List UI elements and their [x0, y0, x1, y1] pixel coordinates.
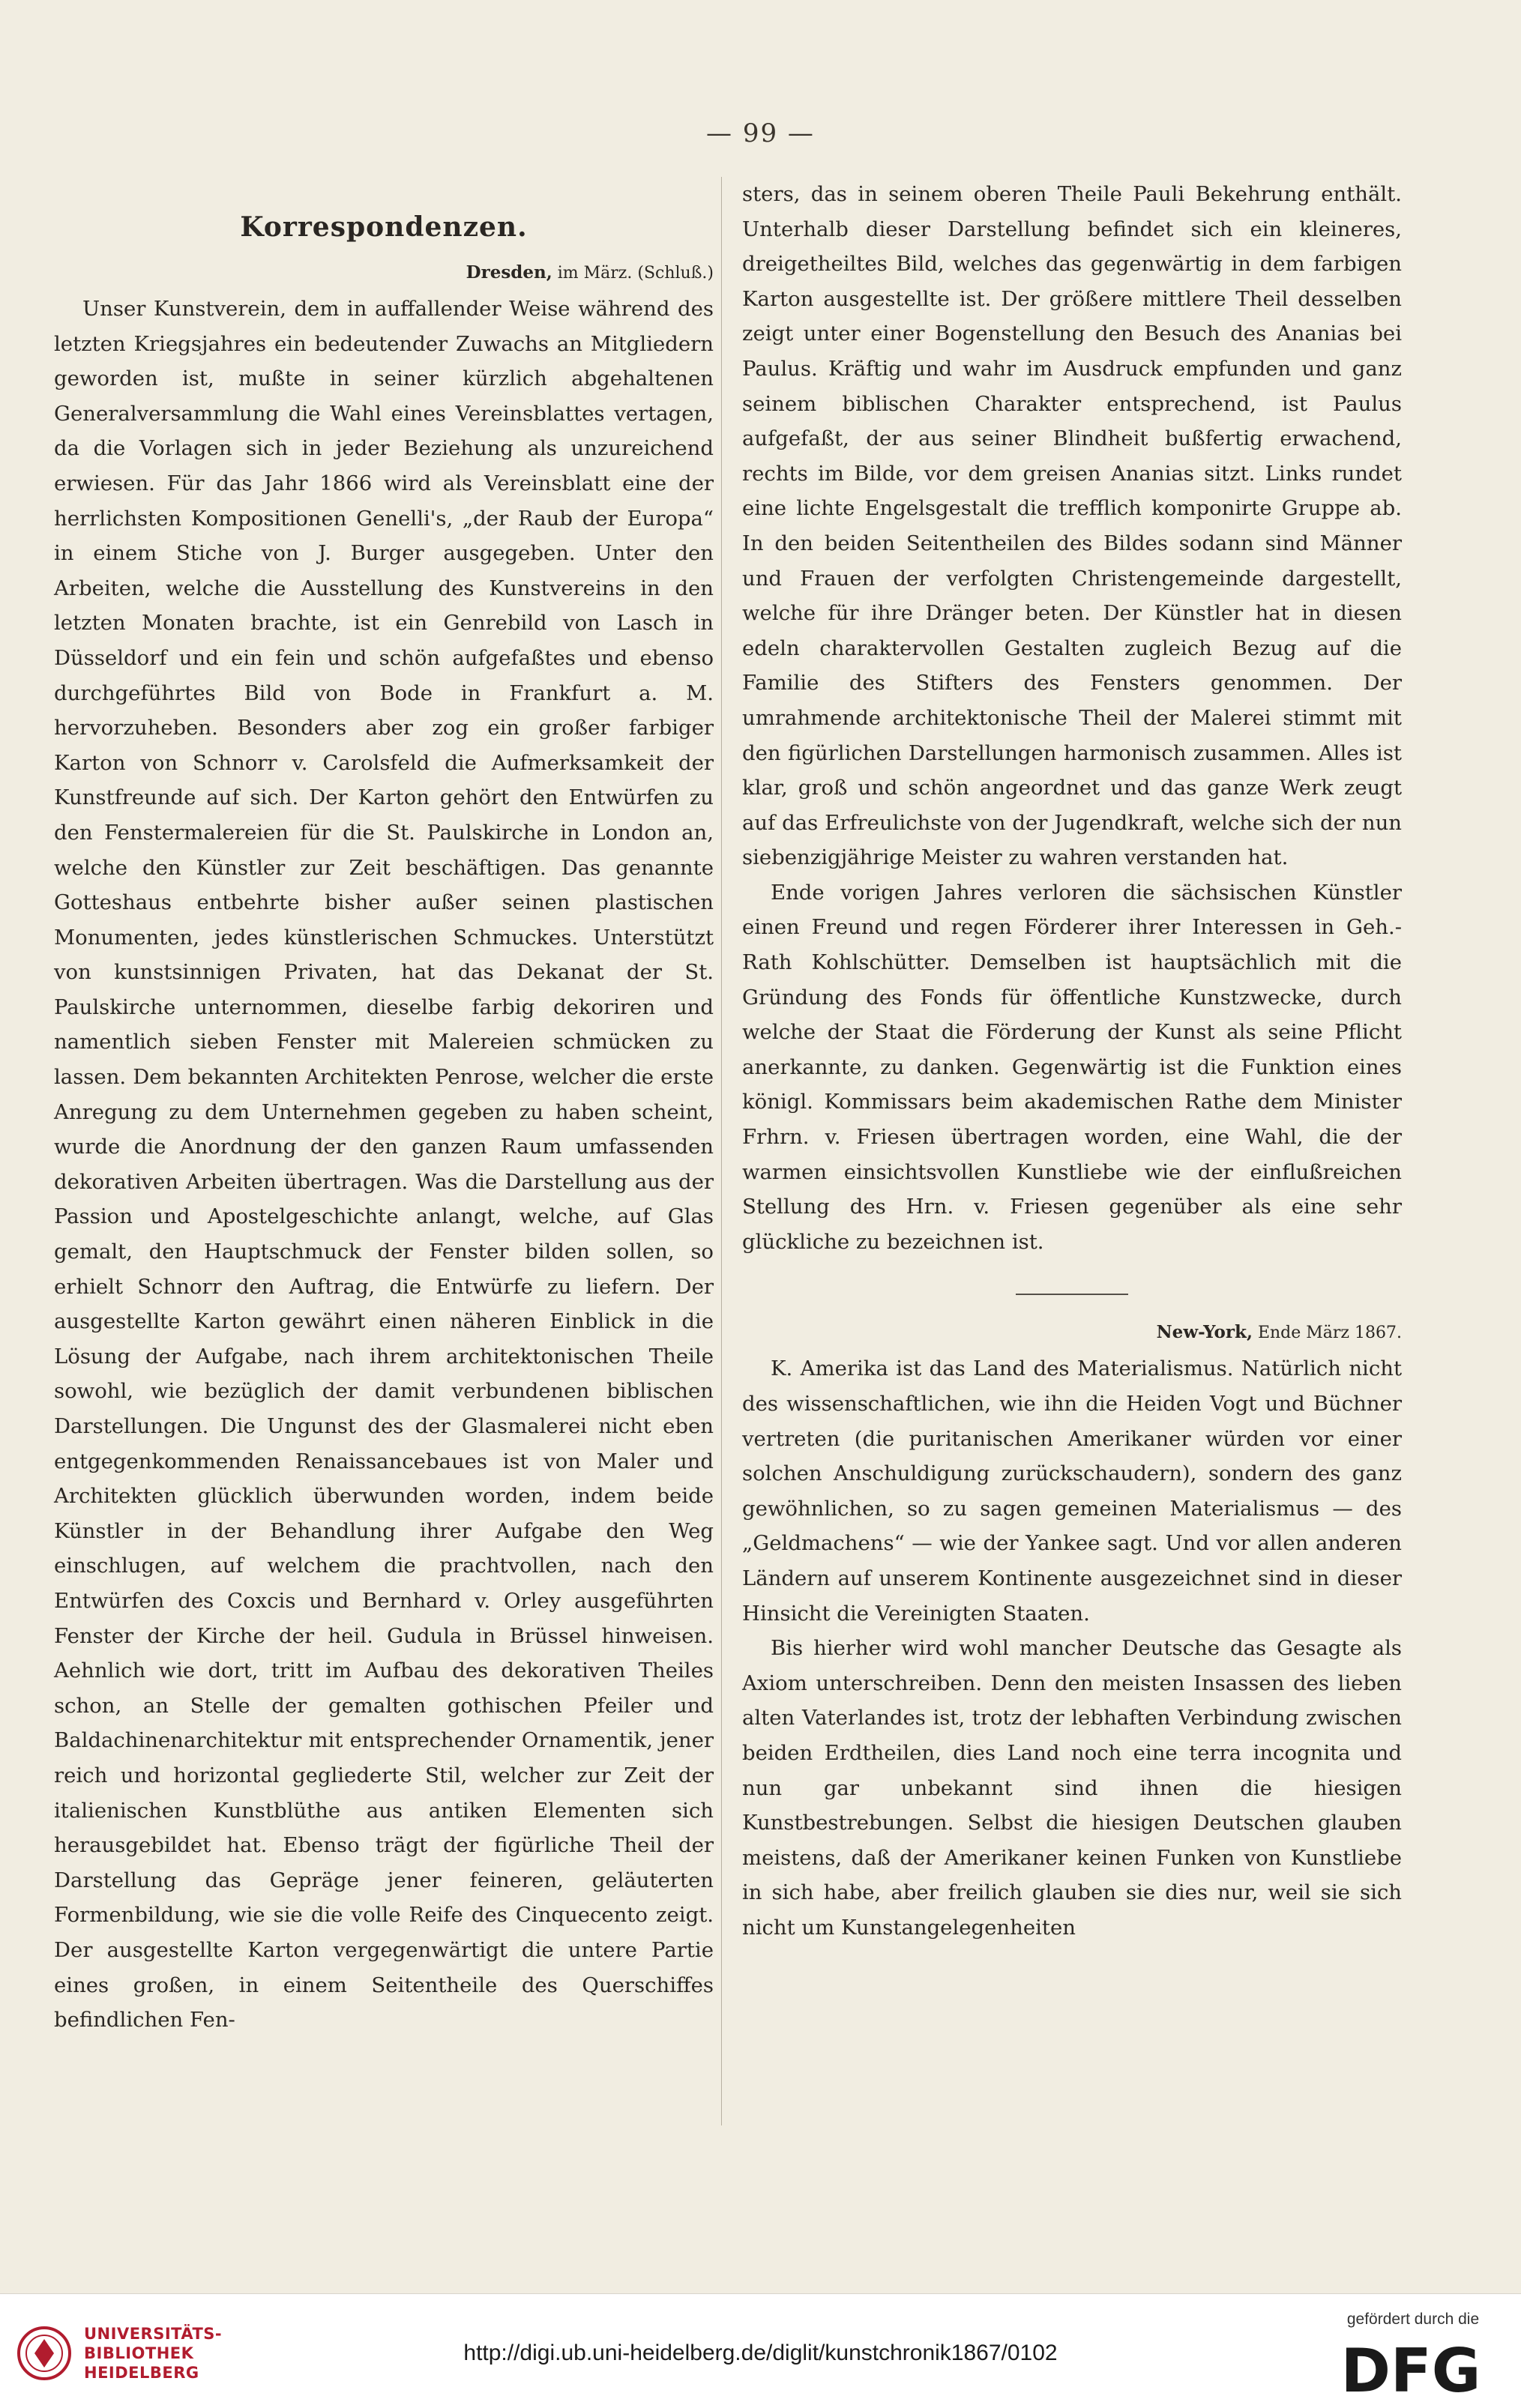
dateline-new-york [742, 1318, 1402, 1348]
article-paragraph: K. Amerika ist das Land des Materialismus. Natürlich nicht des wissenschaftlichen, wie ihn die Heiden Vogt und Büchner vertreten (die puritanischen Amerikaner würden vor einer solchen Anschuldigung zurückschaudern), sondern des ganz gewöhnlichen, so zu sagen gemeinen Materialismus — des „Geldmachens“ — wie der Yankee sagt. Und vor allen anderen Ländern auf unserem Kontinente ausgezeichnet sind in dieser Hinsicht die Vereinigten Staaten. [742, 1357, 1402, 1626]
article-paragraph: Unser Kunstverein, dem in auffallender Weise während des letzten Kriegsjahres ein bedeutender Zuwachs an Mitgliedern geworden ist, mußte in seiner kürzlich abgehaltenen Generalversammlung die Wahl eines Vereinsblattes vertagen, da die Vorlagen sich in jeder Beziehung als unzureichend erwiesen. Für das Jahr 1866 wird als Vereinsblatt eine der herrlichsten Kompositionen Genelli's, „der Raub der Europa“ in einem Stiche von J. Burger ausgegeben. Unter den Arbeiten, welche die Ausstellung des Kunstvereins in den letzten Monaten brachte, ist ein Genrebild von Lasch in Düsseldorf und ein fein und schön aufgefaßtes und ebenso durchgeführtes Bild von Bode in Frankfurt a. M. hervorzuheben. Besonders aber zog ein großer farbiger Karton von Schnorr v. Carolsfeld die Aufmerksamkeit der Kunstfreunde auf sich. Der Karton gehört den Entwürfen zu den Fenstermalereien für die St. Paulskirche in London an, welche den Künstler zur Zeit beschäftigen. Das genannte Gotteshaus entbehrte bisher außer seinen plastischen Monumenten, jedes künstlerischen Schmuckes. Unterstützt von kunstsinnigen Privaten, hat das Dekanat der St. Paulskirche unternommen, dieselbe farbig dekoriren und namentlich sieben Fenster mit Malereien schmücken zu lassen. Dem bekannten Architekten Penrose, welcher die erste Anregung zu dem Unternehmen gegeben zu haben scheint, wurde die Anordnung der den ganzen Raum umfassenden dekorativen Arbeiten übertragen. Was die Darstellung aus der Passion und Apostelgeschichte anlangt, welche, auf Glas gemalt, den Hauptschmuck der Fenster bilden sollen, so erhielt Schnorr den Auftrag, die Entwürfe zu liefern. Der ausgestellte Karton gewährt einen näheren Einblick in die Lösung der Aufgabe, nach ihrem architektonischen Theile sowohl, wie bezüglich der damit verbundenen biblischen Darstellungen. Die Ungunst des der Glasmalerei nicht eben entgegenkommenden Renaissancebaues ist von Maler und Architekten glücklich überwunden worden, indem beide Künstler in der Behandlung ihrer Aufgabe den Weg einschlugen, auf welchem die prachtvollen, nach den Entwürfen des Coxcis und Bernhard v. Orley ausgeführten Fenster der Kirche der heil. Gudula in Brüssel hinweisen. Aehnlich wie dort, tritt im Aufbau des dekorativen Theiles schon, an Stelle der gemalten gothischen Pfeiler und Baldachinenarchitektur mit entsprechender Ornamentik, jener reich und horizontal gegliederte Stil, welcher zur Zeit der italienischen Kunstblüthe aus antiken Elementen sich herausgebildet hat. Ebenso trägt der figürliche Theil der Darstellung das Gepräge jener feineren, geläuterten Formenbildung, wie sie die volle Reife des Cinquecento zeigt. Der ausgestellte Karton vergegenwärtigt die untere Partie eines großen, in einem Seitentheile des Querschiffes befindlichen Fen- [54, 297, 714, 2033]
dfg-logo-text: DFG [1340, 2339, 1481, 2399]
section-heading: Korrespondenzen. [240, 211, 528, 243]
permalink-url[interactable]: http://digi.ub.uni-heidelberg.de/diglit/kunstchronik1867/0102 [463, 2341, 1058, 2365]
funded-by-label: gefördert durch die [1346, 2311, 1480, 2328]
viewer-footer [0, 2293, 1521, 2408]
page-number: — 99 — [706, 118, 815, 148]
column-divider [721, 177, 722, 2125]
dateline-place: Dresden, [466, 262, 552, 283]
left-column [54, 180, 714, 2038]
right-column [742, 177, 1402, 1946]
institution-line: BIBLIOTHEK [84, 2344, 194, 2362]
institution-line: HEIDELBERG [84, 2364, 199, 2382]
dateline-place: New-York, [1156, 1322, 1253, 1343]
dfg-logo[interactable] [1331, 2339, 1491, 2399]
article-paragraph: Bis hierher wird wohl mancher Deutsche das Gesagte als Axiom unterschreiben. Denn den meisten Insassen des lieben alten Vaterlandes ist, trotz der lebhaften Verbindung zwischen beiden Erdtheilen, dies Land noch eine terra incognita und nun gar unbekannt sind ihnen die hiesigen Kunstbestrebungen. Selbst die hiesigen Deutschen glauben meistens, daß der Amerikaner keinen Funken von Kunstliebe in sich habe, aber freilich glauben sie dies nur, weil sie sich nicht um Kunstangelegenheiten [742, 1636, 1402, 1940]
section-separator [1016, 1294, 1128, 1295]
institution-line: UNIVERSITÄTS- [84, 2325, 223, 2343]
dateline-rest: im März. (Schluß.) [552, 264, 714, 283]
dateline-rest: Ende März 1867. [1252, 1324, 1402, 1343]
dateline-dresden [54, 258, 714, 289]
article-paragraph: sters, das in seinem oberen Theile Pauli Bekehrung enthält. Unterhalb dieser Darstellung befindet sich ein kleineres, dreigetheiltes Bild, welches das gegenwärtig in dem farbigen Karton ausgestellte ist. Der größere mittlere Theil desselben zeigt unter einer Bogenstellung den Besuch des Ananias bei Paulus. Kräftig und wahr im Ausdruck empfunden und ganz seinem biblischen Charakter entsprechend, ist Paulus aufgefaßt, der aus seiner Blindheit bußfertig erwachend, rechts im Bilde, vor dem greisen Ananias sitzt. Links rundet eine lichte Engelsgestalt die trefflich komponirte Gruppe ab. In den beiden Seitentheilen des Bildes sodann sind Männer und Frauen der verfolgten Christengemeinde dargestellt, welche für ihre Dränger beten. Der Künstler hat in diesen edeln charaktervollen Gestalten zugleich Bezug auf die Familie des Stifters des Fensters genommen. Der umrahmende architektonische Theil der Malerei stimmt mit den figürlichen Darstellungen harmonisch zusammen. Alles ist klar, groß und schön angeordnet und das ganze Werk zeugt auf das Erfreulichste von der Jugendkraft, welche sich der nun siebenzigjährige Meister zu wahren verstanden hat. [742, 182, 1402, 870]
article-paragraph: Ende vorigen Jahres verloren die sächsischen Künstler einen Freund und regen Förderer ihrer Interessen in Geh.-Rath Kohlschütter. Demselben ist hauptsächlich mit die Gründung des Fonds für öffentliche Kunstzwecke, durch welche der Staat die Förderung der Kunst als seine Pflicht anerkannte, zu danken. Gegenwärtig ist die Funktion eines königl. Kommissars beim akademischen Rathe dem Minister Frhrn. v. Friesen übertragen worden, eine Wahl, die der warmen einsichtsvollen Kunstliebe wie der einflußreichen Stellung des Hrn. v. Friesen gegenüber als eine sehr glückliche zu bezeichnen ist. [742, 880, 1402, 1254]
